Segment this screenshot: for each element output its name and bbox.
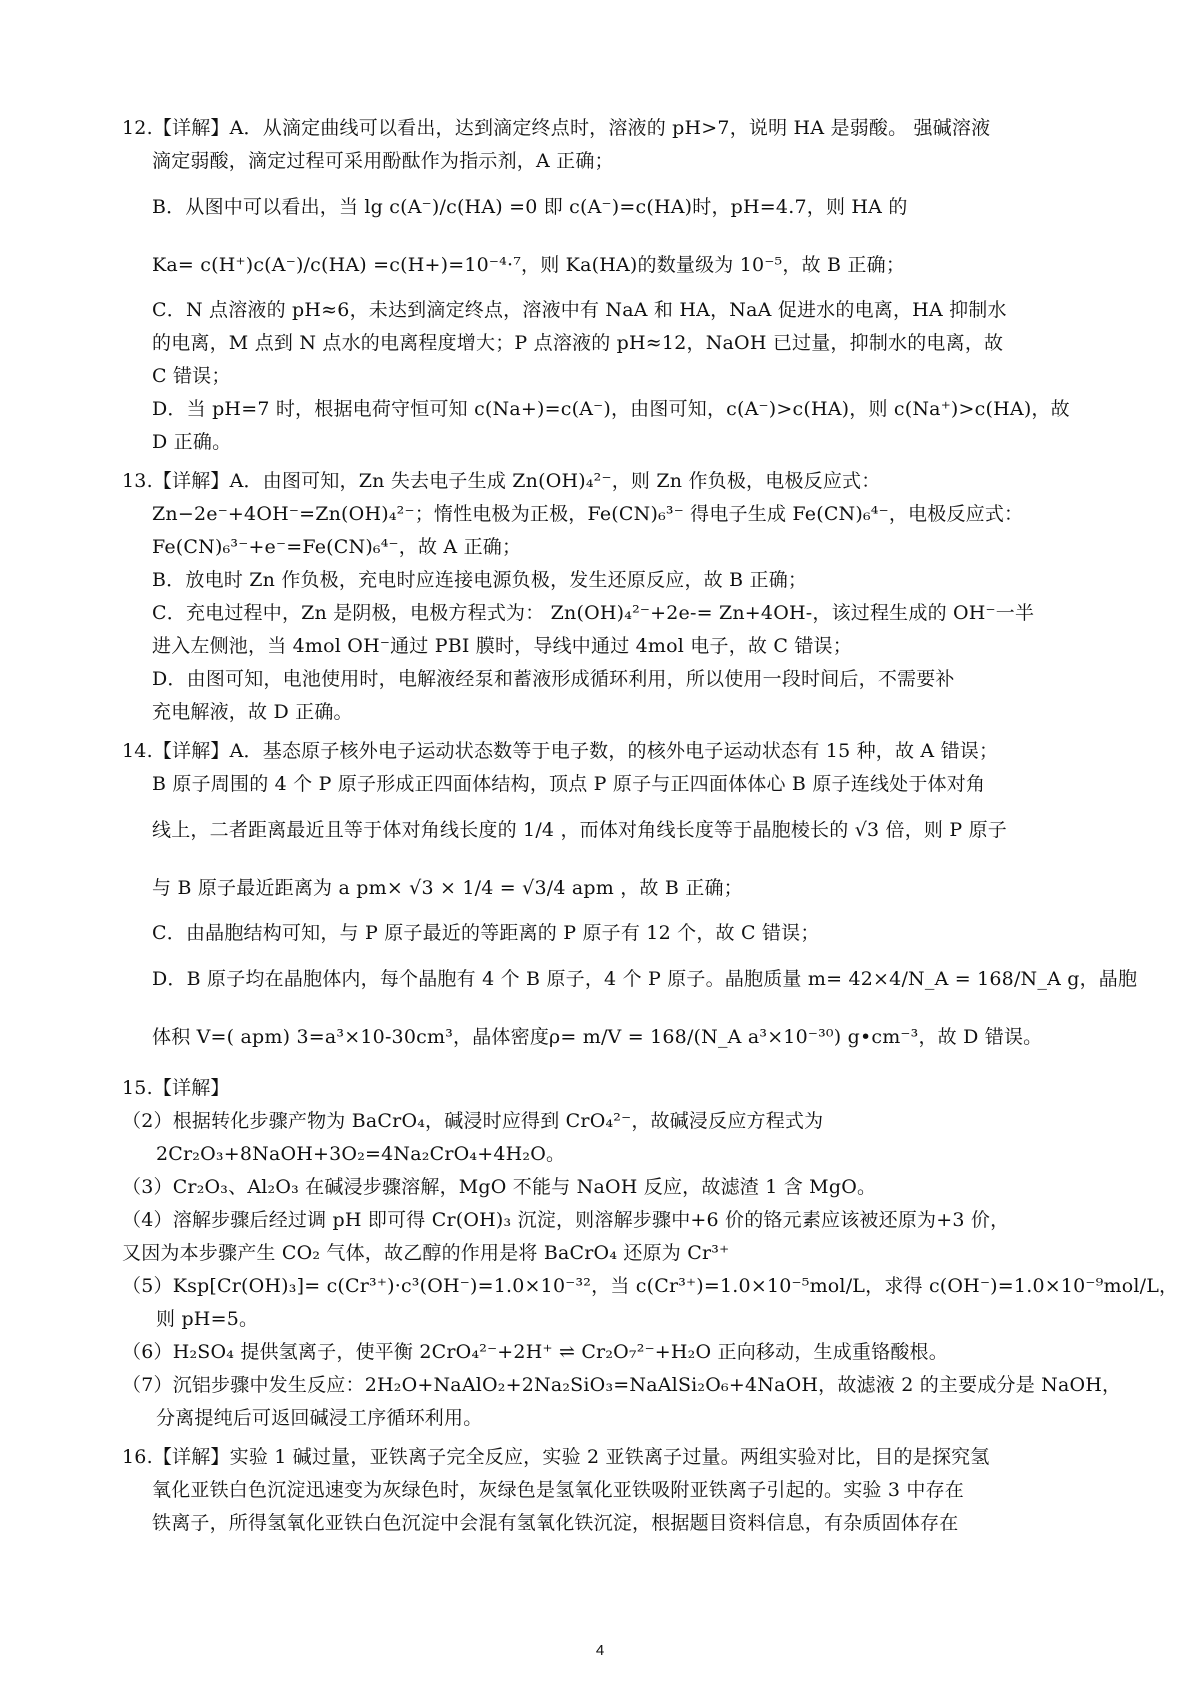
text-line: D 正确。 [152, 431, 232, 453]
text-line: 16.【详解】实验 1 碱过量，亚铁离子完全反应，实验 2 亚铁离子过量。两组实验对比，目的是探究氢 [122, 1446, 990, 1468]
text-line: B．从图中可以看出，当 lg c(A⁻)/c(HA) =0 即 c(A⁻)=c(HA)时，pH=4.7，则 HA 的 [152, 196, 908, 218]
text-line: C．充电过程中，Zn 是阴极，电极方程式为： Zn(OH)₄²⁻+2e-= Zn+4OH-，该过程生成的 OH⁻一半 [152, 602, 1035, 624]
text-line: C．由晶胞结构可知，与 P 原子最近的等距离的 P 原子有 12 个，故 C 错误； [152, 922, 820, 944]
text-line: 2Cr₂O₃+8NaOH+3O₂=4Na₂CrO₄+4H₂O。 [156, 1143, 566, 1165]
question-q15 [122, 1072, 1179, 1435]
question-q13 [122, 465, 1098, 729]
text-line: 则 pH=5。 [156, 1308, 259, 1330]
text-line: 14.【详解】A．基态原子核外电子运动状态数等于电子数，的核外电子运动状态有 15 种，故 A 错误； [122, 740, 999, 762]
text-line: B．放电时 Zn 作负极，充电时应连接电源负极，发生还原反应，故 B 正确； [152, 569, 808, 591]
text-line: 线上，二者距离最近且等于体对角线长度的 1/4 ，而体对角线长度等于晶胞棱长的 √3 倍，则 P 原子 [152, 819, 1007, 841]
text-line: （7）沉铝步骤中发生反应：2H₂O+NaAlO₂+2Na₂SiO₃=NaAlSi₂O₆+4NaOH，故滤液 2 的主要成分是 NaOH， [122, 1374, 1122, 1396]
text-line: 与 B 原子最近距离为 a pm× √3 × 1/4 = √3/4 apm ，故 B 正确； [152, 877, 743, 899]
text-line: 进入左侧池，当 4mol OH⁻通过 PBI 膜时，导线中通过 4mol 电子，故 C 错误； [152, 635, 852, 657]
page-number: 4 [595, 1642, 605, 1659]
text-line: 充电解液，故 D 正确。 [152, 701, 353, 723]
text-line: 氧化亚铁白色沉淀迅速变为灰绿色时，灰绿色是氢氧化亚铁吸附亚铁离子引起的。实验 3 中存在 [152, 1479, 964, 1501]
text-line: 滴定弱酸，滴定过程可采用酚酞作为指示剂，A 正确； [152, 150, 614, 172]
text-line: （2）根据转化步骤产物为 BaCrO₄，碱浸时应得到 CrO₄²⁻，故碱浸反应方程式为 [122, 1110, 824, 1132]
text-line: C 错误； [152, 365, 231, 387]
text-line: 13.【详解】A．由图可知，Zn 失去电子生成 Zn(OH)₄²⁻，则 Zn 作负极，电极反应式： [122, 470, 881, 492]
text-line: 12.【详解】A．从滴定曲线可以看出，达到滴定终点时，溶液的 pH>7，说明 HA 是弱酸。 强碱溶液 [122, 117, 991, 139]
text-line: （3）Cr₂O₃、Al₂O₃ 在碱浸步骤溶解，MgO 不能与 NaOH 反应，故滤渣 1 含 MgO。 [122, 1176, 877, 1198]
question-q14 [122, 735, 1138, 1066]
answer-content [122, 112, 1179, 1546]
text-line: C．N 点溶液的 pH≈6，未达到滴定终点，溶液中有 NaA 和 HA，NaA 促进水的电离，HA 抑制水 [152, 299, 1007, 321]
question-q12 [122, 112, 1098, 459]
text-line: D．当 pH=7 时，根据电荷守恒可知 c(Na+)=c(A⁻)，由图可知，c(A⁻)>c(HA)，则 c(Na⁺)>c(HA)，故 [152, 398, 1070, 420]
text-line: Fe(CN)₆³⁻+e⁻=Fe(CN)₆⁴⁻，故 A 正确； [152, 536, 522, 558]
question-q16 [122, 1441, 1098, 1540]
text-line: 15.【详解】 [122, 1077, 230, 1099]
text-line: Ka= c(H⁺)c(A⁻)/c(HA) =c(H+)=10⁻⁴·⁷，则 Ka(HA)的数量级为 10⁻⁵，故 B 正确； [152, 254, 906, 276]
text-line: D．由图可知，电池使用时，电解液经泵和蓄液形成循环利用，所以使用一段时间后，不需要补 [152, 668, 955, 690]
text-line: 分离提纯后可返回碱浸工序循环利用。 [156, 1407, 483, 1429]
text-line: 又因为本步骤产生 CO₂ 气体，故乙醇的作用是将 BaCrO₄ 还原为 Cr³⁺ [122, 1242, 730, 1264]
text-line: B 原子周围的 4 个 P 原子形成正四面体结构，顶点 P 原子与正四面体体心 B 原子连线处于体对角 [152, 773, 986, 795]
text-line: 的电离，M 点到 N 点水的电离程度增大；P 点溶液的 pH≈12，NaOH 已过量，抑制水的电离，故 [152, 332, 1004, 354]
text-line: D．B 原子均在晶胞体内，每个晶胞有 4 个 B 原子，4 个 P 原子。晶胞质量 m= 42×4/N_A = 168/N_A g，晶胞 [152, 968, 1138, 990]
text-line: （5）Ksp[Cr(OH)₃]= c(Cr³⁺)·c³(OH⁻)=1.0×10⁻³²，当 c(Cr³⁺)=1.0×10⁻⁵mol/L，求得 c(OH⁻)=1.0×10⁻⁹mol/L， [122, 1275, 1179, 1297]
text-line: （4）溶解步骤后经过调 pH 即可得 Cr(OH)₃ 沉淀，则溶解步骤中+6 价的铬元素应该被还原为+3 价， [122, 1209, 1010, 1231]
text-line: 体积 V=( apm) 3=a³×10-30cm³，晶体密度ρ= m/V = 168/(N_A a³×10⁻³⁰) g•cm⁻³，故 D 错误。 [152, 1026, 1043, 1048]
text-line: Zn−2e⁻+4OH⁻=Zn(OH)₄²⁻；惰性电极为正极，Fe(CN)₆³⁻ 得电子生成 Fe(CN)₆⁴⁻，电极反应式： [152, 503, 1024, 525]
text-line: （6）H₂SO₄ 提供氢离子，使平衡 2CrO₄²⁻+2H⁺ ⇌ Cr₂O₇²⁻+H₂O 正向移动，生成重铬酸根。 [122, 1341, 948, 1363]
text-line: 铁离子，所得氢氧化亚铁白色沉淀中会混有氢氧化铁沉淀，根据题目资料信息，有杂质固体存在 [152, 1512, 959, 1534]
